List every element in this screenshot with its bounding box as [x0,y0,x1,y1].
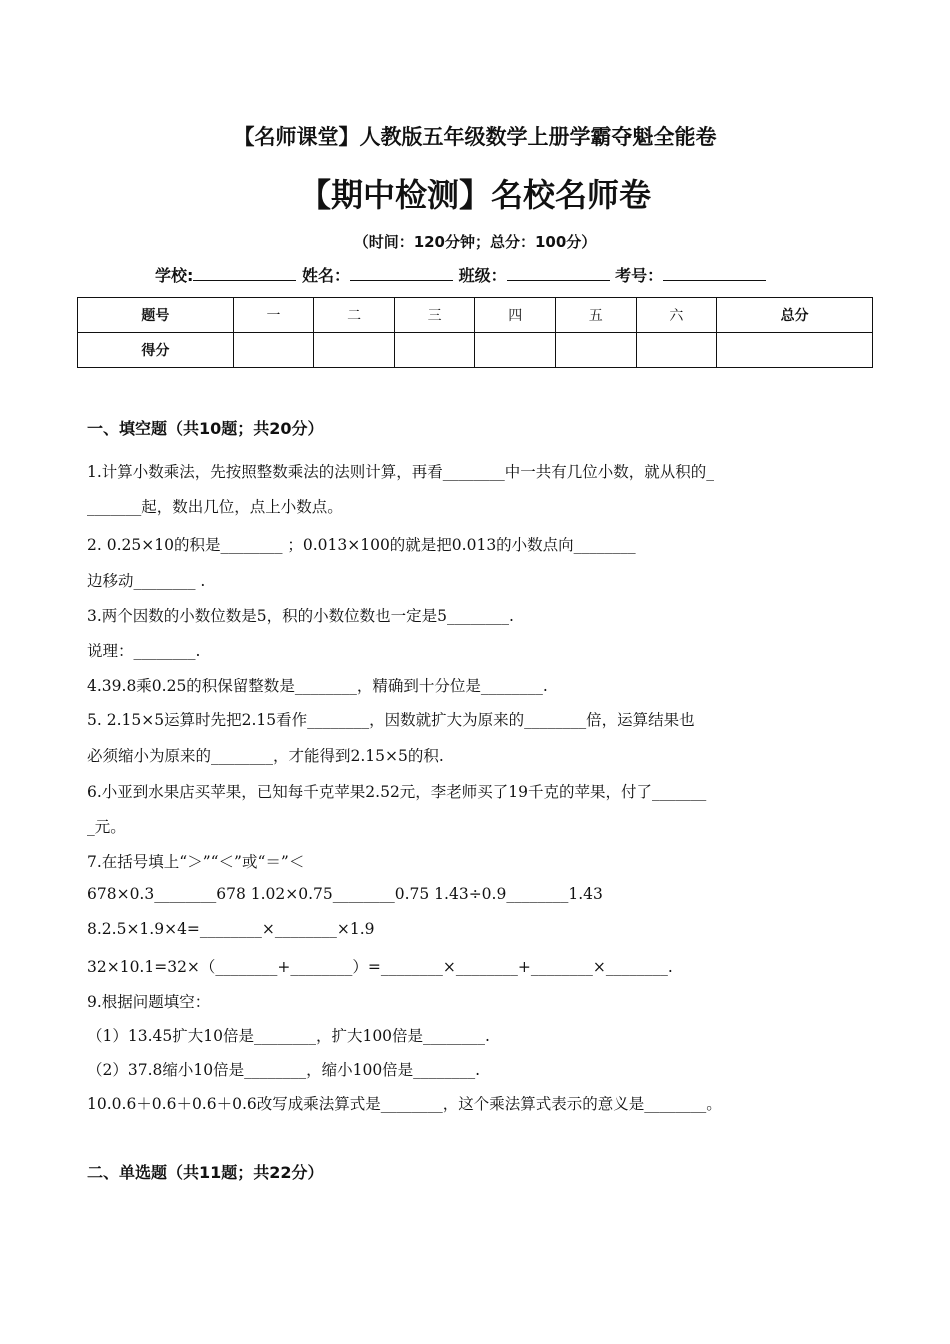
exam-number-blank[interactable] [663,266,766,281]
score-table-cell: 六 [636,298,717,333]
question-line: 10.0.6＋0.6＋0.6＋0.6改写成乘法算式是________，这个乘法算式表示的意义是________。 [87,1095,722,1113]
question-line: 678×0.3________678 1.02×0.75________0.75 1.43÷0.9________1.43 [87,885,603,903]
exam-time-score-info: （时间：120分钟；总分：100分） [353,233,597,251]
question-line: 9.根据问题填空： [87,993,211,1011]
question-line: 5. 2.15×5运算时先把2.15看作________，因数就扩大为原来的________倍，运算结果也 [87,711,695,729]
question-line: 1.计算小数乘法，先按照整数乘法的法则计算，再看________中一共有几位小数，就从积的_ [87,463,715,481]
score-entry-cell[interactable] [717,333,873,368]
question-line: 8.2.5×1.9×4=________×________×1.9 [87,920,375,938]
exam-number-label: 考号： [615,266,664,285]
question-line: 必须缩小为原来的________，才能得到2.15×5的积. [87,747,444,765]
exam-supertitle: 【名师课堂】人教版五年级数学上册学霸夺魁全能卷 [233,125,717,149]
score-entry-cell[interactable] [556,333,637,368]
exam-title: 【期中检测】名校名师卷 [298,176,651,214]
question-line: 说理：________. [87,642,201,660]
student-info-fields [155,263,766,286]
question-line: _元。 [87,818,126,836]
score-table-cell: 四 [475,298,556,333]
score-row-label: 得分 [78,333,234,368]
question-line: （1）13.45扩大10倍是________，扩大100倍是________. [87,1027,490,1045]
score-entry-cell[interactable] [394,333,475,368]
score-entry-cell[interactable] [475,333,556,368]
question-line: 7.在括号填上“＞”“＜”或“＝”＜ [87,853,305,871]
class-blank[interactable] [507,266,610,281]
section-1-title: 一、填空题（共10题；共20分） [87,419,324,438]
score-entry-cell[interactable] [314,333,395,368]
score-table-cell: 五 [556,298,637,333]
question-line: 2. 0.25×10的积是________ ；0.013×100的就是把0.013的小数点向________ [87,536,636,554]
question-line: 边移动________ . [87,572,206,590]
score-table-cell: 三 [394,298,475,333]
score-table-cell: 二 [314,298,395,333]
question-line: 6.小亚到水果店买苹果，已知每千克苹果2.52元，李老师买了19千克的苹果，付了_______ [87,783,707,801]
score-table-cell: 一 [233,298,314,333]
school-label: 学校: [155,266,194,285]
question-line: 32×10.1=32×（________+________）=________×________+________×________. [87,958,673,976]
score-table-cell: 总分 [717,298,873,333]
class-label: 班级： [458,266,507,285]
score-table-header-row [78,298,873,333]
question-line: _______起，数出几位，点上小数点。 [87,498,343,516]
question-line: 3.两个因数的小数位数是5，积的小数位数也一定是5________. [87,607,514,625]
score-table-score-row [78,333,873,368]
score-table-cell: 题号 [78,298,234,333]
name-blank[interactable] [350,266,453,281]
name-label: 姓名： [301,266,350,285]
question-line: （2）37.8缩小10倍是________，缩小100倍是________. [87,1061,481,1079]
score-table [77,297,873,368]
score-entry-cell[interactable] [636,333,717,368]
school-blank[interactable] [193,266,296,281]
score-entry-cell[interactable] [233,333,314,368]
question-line: 4.39.8乘0.25的积保留整数是________，精确到十分位是________. [87,677,548,695]
section-2-title: 二、单选题（共11题；共22分） [87,1163,324,1182]
